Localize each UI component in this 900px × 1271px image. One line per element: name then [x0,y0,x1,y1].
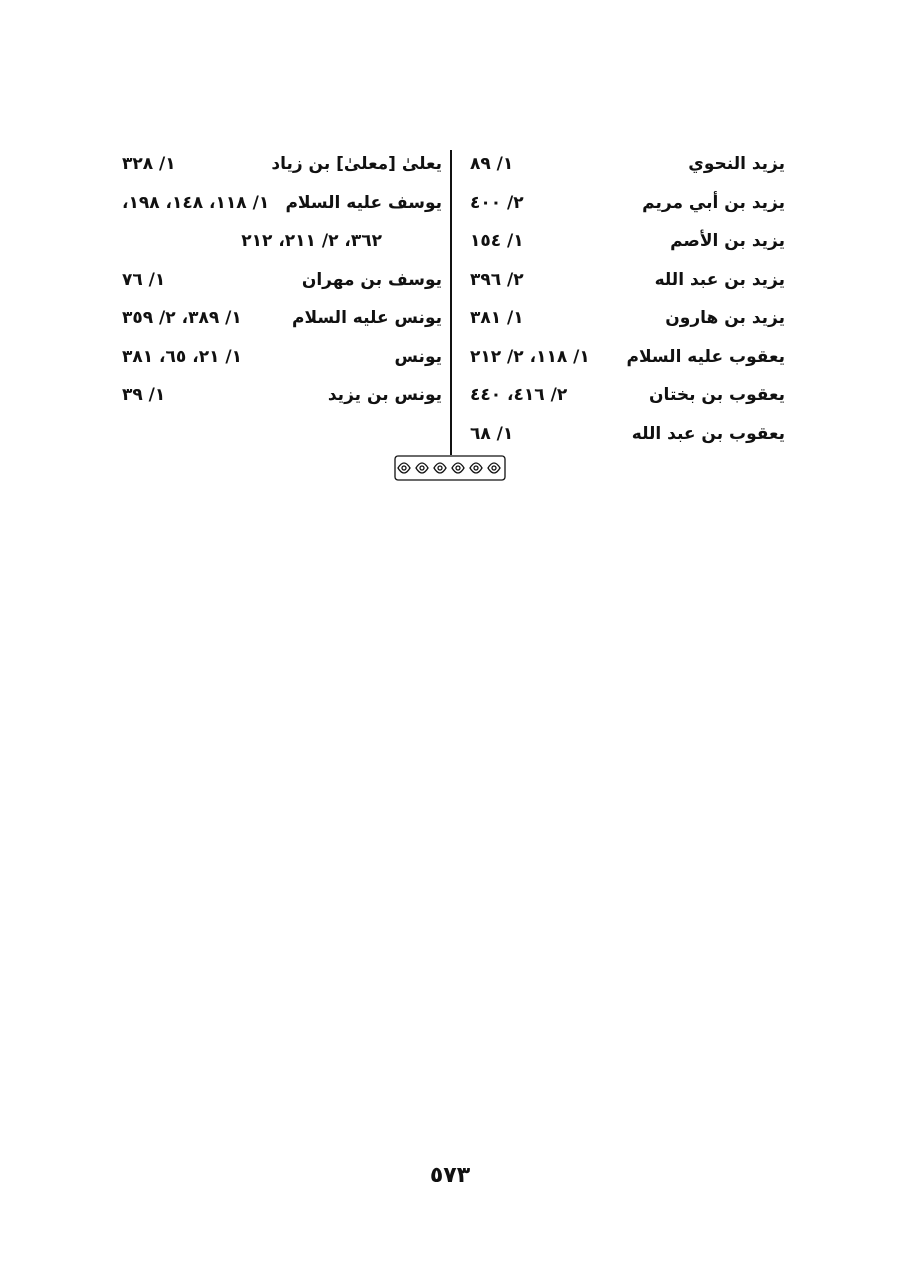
index-entry [112,187,442,226]
index-entry [460,341,785,380]
entry-refs: ١/ ١١٨، ١٤٨، ١٩٨، [122,192,270,213]
entry-name: يونس عليه السلام [292,308,442,328]
column-divider [450,150,452,455]
entry-refs: ١/ ٣٨١ [470,308,524,328]
entry-refs: ١/ ١٥٤ [470,231,524,251]
entry-name: يونس بن يزيد [327,385,442,405]
index-entry [460,418,785,457]
entry-refs: ٢/ ٤٠٠ [470,192,524,213]
entry-name: يعلىٰ [معلىٰ] بن زياد [271,154,442,174]
index-entry [460,148,785,187]
index-entry [460,225,785,264]
entry-name: يوسف بن مهران [301,269,442,290]
entry-name: يزيد بن عبد الله [654,269,785,290]
entry-name: يزيد بن هارون [665,308,785,328]
index-right-column [460,148,785,456]
entry-refs: ٣٦٢، ٢/ ٢١١، ٢١٢ [241,231,382,251]
entry-refs: ٢/ ٣٩٦ [470,269,524,290]
entry-name: يزيد بن الأصم [670,231,785,251]
entry-refs: ١/ ٢١، ٦٥، ٣٨١ [122,346,242,367]
entry-name: يونس [394,346,442,367]
entry-name: يزيد النحوي [688,154,785,174]
index-entry [112,264,442,303]
entry-refs: ١/ ٣٩ [122,385,166,405]
entry-refs: ١/ ٣٨٩، ٢/ ٣٥٩ [122,308,242,328]
entry-refs: ١/ ٧٦ [122,269,166,290]
index-entry [460,379,785,418]
index-entry [460,187,785,226]
index-left-column [112,148,442,418]
entry-refs: ١/ ١١٨، ٢/ ٢١٢ [470,346,590,367]
entry-name: يوسف عليه السلام [285,192,442,213]
entry-name: يزيد بن أبي مريم [642,192,785,213]
entry-refs: ١/ ٦٨ [470,423,514,444]
entry-refs: ٢/ ٤١٦، ٤٤٠ [470,385,568,405]
index-entry [460,302,785,341]
index-entry [112,379,442,418]
index-entry [112,341,442,380]
index-entry [112,148,442,187]
entry-name: يعقوب بن بختان [649,385,785,405]
page-number: ٥٧٣ [429,1163,471,1188]
index-entry [460,264,785,303]
index-entry [112,302,442,341]
entry-refs: ١/ ٨٩ [470,154,514,174]
floral-border-ornament-icon [394,455,506,481]
entry-name: يعقوب بن عبد الله [631,423,785,444]
index-entry-continuation [112,225,442,264]
entry-refs: ١/ ٣٢٨ [122,154,176,174]
entry-name: يعقوب عليه السلام [626,346,785,367]
